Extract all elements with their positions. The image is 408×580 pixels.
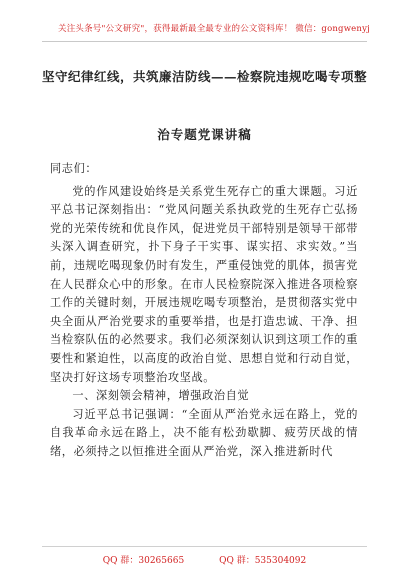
header-divider: [42, 41, 367, 42]
body-paragraph: 党的作风建设始终是关系党生死存亡的重大课题。习近平总书记深刻指出：“党风问题关系执政党的生死存亡弘扬党的光荣传统和优良作风，促进党员干部特别是领导干部带头深入调查研究，扑下身子干实事、谋实招、求实效。”当前，违规吃喝现象仍时有发生，严重侵蚀党的肌体，损害党在人民群众心中的形象。在市人民检察院深入推进各项检察工作的关键时刻，开展违规吃喝专项整治，是贯彻落实党中央全面从严治党要求的重要举措，也是打造忠诚、干净、担当检察队伍的必然要求。我们必须深刻认识到这项工作的重要性和紧迫性，以高度的政治自觉、思想自觉和行动自觉，坚决打好这场专项整治攻坚战。: [50, 184, 358, 384]
footer-divider: [42, 546, 367, 547]
footer-qq-group-2: QQ 群：535304092: [219, 556, 307, 566]
document-title-line2: 治专题党课讲稿: [157, 127, 252, 142]
section-paragraph: 习近平总书记强调：“全面从严治党永远在路上，党的自我革命永远在路上，决不能有松劲歇脚、疲劳厌战的情绪，必须持之以恒推进全面从严治党，深入推进新时代: [50, 407, 358, 458]
footer-qq-group-1: QQ 群：30265665: [102, 556, 185, 566]
document-title-line1: 坚守纪律红线，共筑廉洁防线——检察院违规吃喝专项整: [42, 69, 368, 84]
document-body: [50, 160, 358, 462]
greeting: 同志们：: [50, 162, 98, 175]
header-notice: 关注头条号"公文研究"，获得最新最全最专业的公文资料库！ 微信：gongwenyj: [58, 24, 370, 34]
section-heading: 一、深刻领会精神，增强政治自觉: [72, 389, 250, 403]
footer: [42, 553, 367, 566]
